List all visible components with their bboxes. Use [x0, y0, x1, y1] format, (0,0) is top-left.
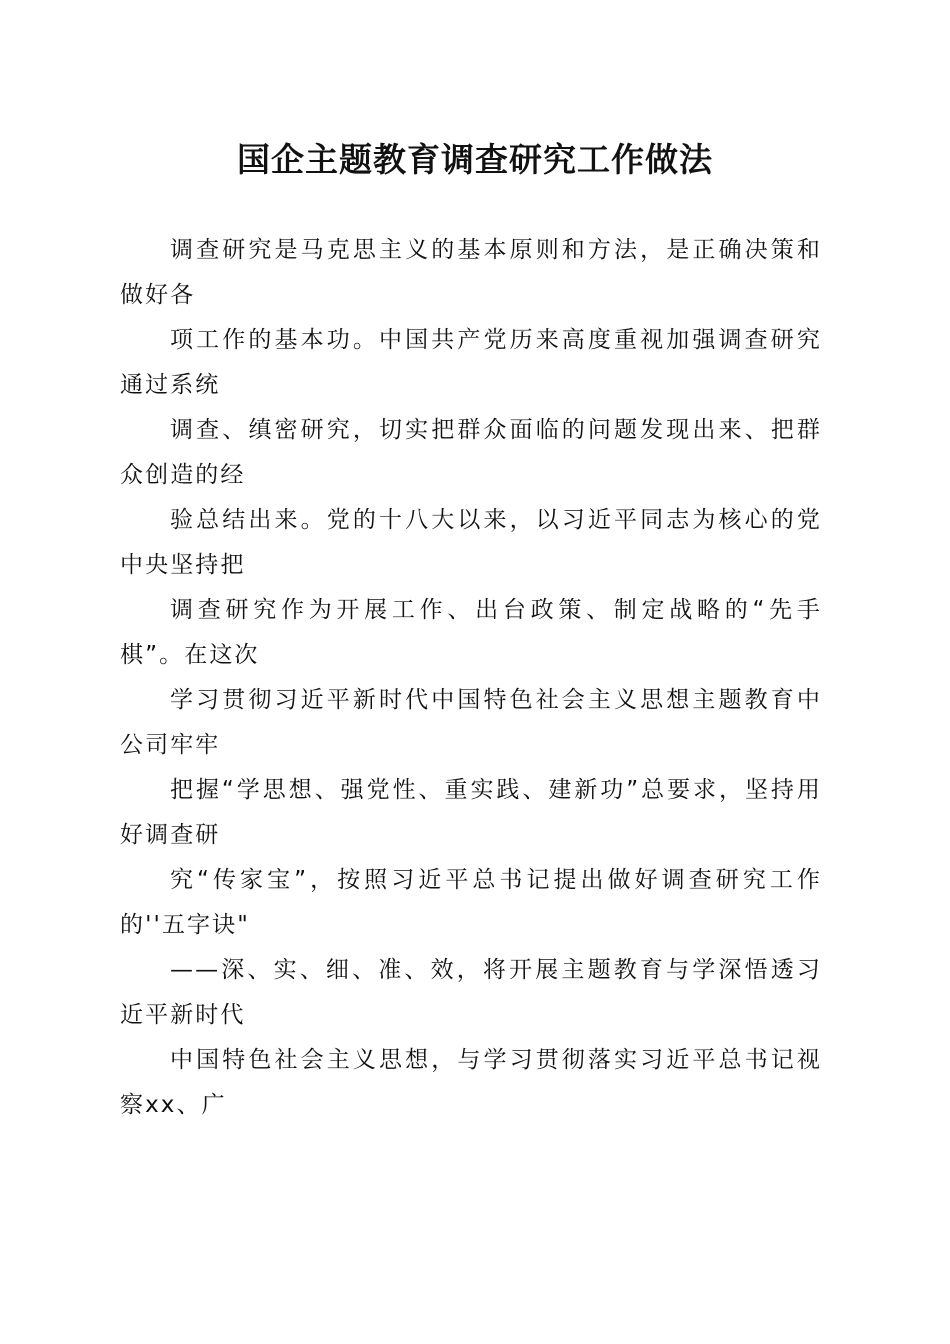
paragraph: ——深、实、细、准、效，将开展主题教育与学深悟透习近平新时代: [120, 957, 822, 1028]
paragraph: 中国特色社会主义思想，与学习贯彻落实习近平总书记视察xx、广: [120, 1047, 822, 1118]
paragraph: 项工作的基本功。中国共产党历来高度重视加强调查研究通过系统: [120, 327, 822, 398]
paragraph: 调查研究是马克思主义的基本原则和方法，是正确决策和做好各: [120, 237, 822, 308]
paragraph: 调查研究作为开展工作、出台政策、制定战略的“先手棋”。在这次: [120, 597, 822, 668]
paragraph: 把握“学思想、强党性、重实践、建新功”总要求，坚持用好调查研: [120, 777, 822, 848]
document-title: 国企主题教育调查研究工作做法: [237, 140, 713, 179]
paragraph: 验总结出来。党的十八大以来，以习近平同志为核心的党中央坚持把: [120, 507, 822, 578]
paragraph: 究“传家宝”，按照习近平总书记提出做好调查研究工作的''五字诀": [120, 867, 822, 938]
paragraph: 学习贯彻习近平新时代中国特色社会主义思想主题教育中公司牢牢: [120, 687, 822, 758]
document-body: [120, 228, 822, 1128]
paragraph: 调查、缜密研究，切实把群众面临的问题发现出来、把群众创造的经: [120, 417, 822, 488]
